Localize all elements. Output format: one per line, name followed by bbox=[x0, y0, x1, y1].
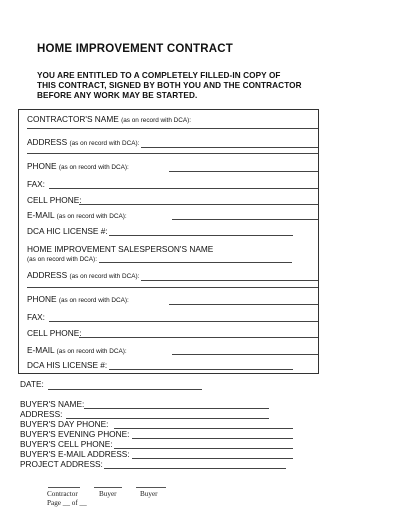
salesperson-address-label bbox=[27, 271, 139, 281]
salesperson-license-line[interactable] bbox=[109, 369, 293, 370]
contractor-address-label bbox=[27, 138, 139, 148]
salesperson-address-line-2[interactable] bbox=[27, 287, 318, 288]
salesperson-fax-line[interactable] bbox=[49, 321, 318, 322]
buyer-email-line[interactable] bbox=[132, 458, 293, 459]
notice-line-3: BEFORE ANY WORK MAY BE STARTED. bbox=[37, 91, 198, 100]
contractor-address-line-2[interactable] bbox=[27, 153, 318, 154]
salesperson-name-line[interactable] bbox=[99, 262, 292, 263]
buyer-address-label: ADDRESS: bbox=[20, 409, 63, 419]
contractor-license-line[interactable] bbox=[109, 235, 293, 236]
contractor-initials-line[interactable] bbox=[48, 487, 80, 488]
salesperson-name-note: (as on record with DCA): bbox=[27, 256, 97, 263]
contractor-cell-label: CELL PHONE: bbox=[27, 195, 82, 205]
contractor-fax-line[interactable] bbox=[49, 188, 318, 189]
buyer-initials-label-2: Buyer bbox=[140, 490, 158, 498]
buyer-email-label: BUYER'S E-MAIL ADDRESS: bbox=[20, 449, 130, 459]
salesperson-email-note: (as on record with DCA): bbox=[56, 348, 127, 355]
buyer-evening-phone-label: BUYER'S EVENING PHONE: bbox=[20, 429, 130, 439]
buyer-initials-line-2[interactable] bbox=[136, 487, 166, 488]
salesperson-cell-label: CELL PHONE: bbox=[27, 328, 82, 338]
salesperson-address-note: (as on record with DCA): bbox=[69, 273, 140, 280]
date-label: DATE: bbox=[20, 379, 44, 389]
contractor-cell-line[interactable] bbox=[79, 204, 318, 205]
contractor-license-label: DCA HIC LICENSE #: bbox=[27, 226, 108, 236]
notice-line-2: THIS CONTRACT, SIGNED BY BOTH YOU AND THE CONTRACTOR bbox=[37, 81, 302, 90]
contractor-address-line-1[interactable] bbox=[141, 147, 318, 148]
buyer-day-phone-label: BUYER'S DAY PHONE: bbox=[20, 419, 109, 429]
salesperson-email-label bbox=[27, 346, 127, 356]
contractor-info-box bbox=[18, 109, 319, 374]
contractor-phone-note: (as on record with DCA): bbox=[58, 164, 129, 171]
project-address-line[interactable] bbox=[104, 468, 286, 469]
contractor-email-label bbox=[27, 211, 127, 221]
contract-title: HOME IMPROVEMENT CONTRACT bbox=[37, 43, 234, 55]
contractor-email-text: E-MAIL bbox=[27, 210, 55, 220]
salesperson-phone-text: PHONE bbox=[27, 294, 57, 304]
buyer-initials-line-1[interactable] bbox=[94, 487, 122, 488]
salesperson-cell-line[interactable] bbox=[79, 337, 318, 338]
buyer-name-line[interactable] bbox=[84, 408, 269, 409]
contractor-email-line[interactable] bbox=[172, 219, 318, 220]
contractor-phone-text: PHONE bbox=[27, 161, 57, 171]
contractor-name-line[interactable] bbox=[27, 128, 318, 129]
salesperson-phone-line[interactable] bbox=[169, 304, 318, 305]
salesperson-email-line[interactable] bbox=[172, 354, 318, 355]
buyer-name-label: BUYER'S NAME: bbox=[20, 399, 85, 409]
buyer-initials-label-1: Buyer bbox=[99, 490, 117, 498]
salesperson-fax-label: FAX: bbox=[27, 312, 45, 322]
salesperson-address-line-1[interactable] bbox=[141, 280, 318, 281]
project-address-label: PROJECT ADDRESS: bbox=[20, 459, 103, 469]
contractor-name-label bbox=[27, 115, 191, 125]
salesperson-name-label: HOME IMPROVEMENT SALESPERSON'S NAME bbox=[27, 244, 214, 254]
buyer-day-phone-line[interactable] bbox=[114, 428, 293, 429]
notice-line-1: YOU ARE ENTITLED TO A COMPLETELY FILLED-IN COPY OF bbox=[37, 71, 281, 80]
contractor-name-text: CONTRACTOR'S NAME bbox=[27, 114, 119, 124]
salesperson-email-text: E-MAIL bbox=[27, 345, 55, 355]
page-number: Page __ of __ bbox=[47, 499, 87, 507]
salesperson-phone-label bbox=[27, 295, 129, 305]
contractor-address-note: (as on record with DCA): bbox=[69, 140, 140, 147]
contractor-phone-line[interactable] bbox=[169, 171, 318, 172]
salesperson-name-note-row bbox=[27, 254, 97, 264]
contractor-name-note: (as on record with DCA): bbox=[121, 117, 192, 124]
contractor-fax-label: FAX: bbox=[27, 179, 45, 189]
buyer-cell-phone-line[interactable] bbox=[114, 448, 293, 449]
buyer-evening-phone-line[interactable] bbox=[132, 438, 293, 439]
contractor-initials-label: Contractor bbox=[47, 490, 78, 498]
salesperson-license-label: DCA HIS LICENSE #: bbox=[27, 360, 108, 370]
contractor-address-text: ADDRESS bbox=[27, 137, 68, 147]
salesperson-phone-note: (as on record with DCA): bbox=[58, 297, 129, 304]
salesperson-address-text: ADDRESS bbox=[27, 270, 68, 280]
contractor-email-note: (as on record with DCA): bbox=[56, 213, 127, 220]
date-line[interactable] bbox=[48, 389, 202, 390]
buyer-cell-phone-label: BUYER'S CELL PHONE: bbox=[20, 439, 113, 449]
contractor-phone-label bbox=[27, 162, 129, 172]
